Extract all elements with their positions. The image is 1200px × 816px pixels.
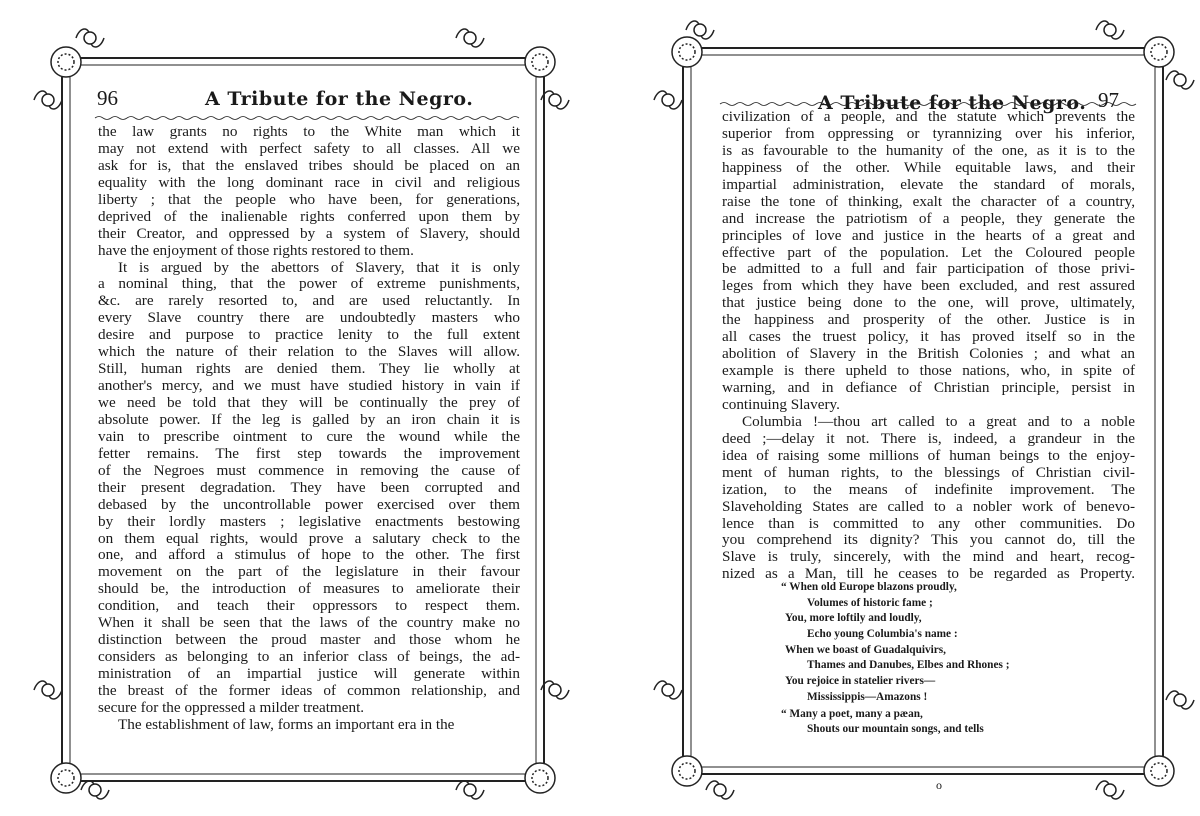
text-line: principles of love and justice in the hearts of a great and — [722, 226, 1135, 244]
text-line: liberty ; that the people who have been, for generations, — [98, 190, 520, 208]
right-page-body — [722, 109, 1135, 583]
text-line: idea of raising some millions of human beings to the enjoy- — [722, 446, 1135, 464]
page-number-right: 97 — [1098, 88, 1119, 112]
page-number-left: 96 — [97, 86, 118, 110]
poem-line: Echo young Columbia's name : — [807, 628, 958, 641]
text-line: be admitted to a full and fair participation of those privi- — [722, 260, 1135, 278]
text-line: Columbia !—thou art called to a great and to a noble — [742, 412, 1135, 430]
text-line: debased by the uncontrollable power exercised over them — [98, 495, 520, 513]
text-line: by their lordly masters ; legislative enactments bestowing — [98, 512, 520, 530]
text-line: of the Negroes must commence in removing the cause of — [98, 461, 520, 479]
text-line: is as favourable to the humanity of the one, as it is to the — [722, 141, 1135, 159]
text-line: Still, human rights are denied them. They lie wholly at — [98, 360, 520, 378]
text-line: that justice being done to the one, will prove, ultimately, — [722, 294, 1135, 312]
text-line: fetter remains. The first step towards the improvement — [98, 444, 520, 462]
text-line: ment of human rights, to the blessings of Christian civil- — [722, 463, 1135, 481]
text-line: ization, to the means of indefinite improvement. The — [722, 480, 1135, 498]
text-line: Slaveholding States are called to a nobler work of benevo- — [722, 497, 1135, 515]
text-line: civilization of a people, and the statute which prevents the — [722, 108, 1135, 125]
text-line: superior from oppressing or tyrannizing over his inferior, — [722, 124, 1135, 142]
text-line: another's mercy, and we must have studied history in vain if — [98, 377, 520, 395]
text-line: their present degradation. They have been corrupted and — [98, 478, 520, 496]
text-line: lence than is committed to any other communities. Do — [722, 514, 1135, 532]
text-line: effective part of the population. Let the Coloured people — [722, 243, 1135, 261]
text-line: every Slave country there are undoubtedly masters who — [98, 309, 520, 327]
text-line: When it shall be seen that the laws of the country make no — [98, 614, 520, 632]
text-line: ask for is, that the enslaved tribes should be placed on an — [98, 156, 520, 174]
text-line: The establishment of law, forms an important era in the — [118, 715, 455, 733]
text-line: warning, and in defiance of Christian principle, persist in — [722, 379, 1135, 396]
text-line: Slave is truly, sincerely, with the mind and heart, recog- — [722, 548, 1135, 566]
text-line: you comprehend its dignity? This you cannot do, till the — [722, 531, 1135, 549]
poem-line: Volumes of historic fame ; — [807, 596, 933, 609]
text-line: which the nature of their relation to the Slaves will allow. — [98, 343, 520, 361]
text-line: their Creator, and oppressed by a system of Slavery, should — [98, 224, 520, 242]
text-line: have the enjoyment of those rights restored to them. — [98, 241, 414, 259]
poem-line: Shouts our mountain songs, and tells — [807, 723, 984, 736]
text-line: may not extend with perfect safety to all classes. All we — [98, 139, 520, 157]
text-line: absolute power. If the leg is galled by an iron chain it is — [98, 410, 520, 428]
poem-line: You, more loftily and loudly, — [785, 612, 922, 625]
text-line: equality with the long dominant race in civil and religious — [98, 173, 520, 191]
text-line: the law grants no rights to the White man which it — [98, 123, 520, 140]
text-line: desire and purpose to practice lenity to the full extent — [98, 326, 520, 344]
text-line: raise the tone of thinking, exalt the character of a country, — [722, 192, 1135, 210]
running-title-left: A Tribute for the Negro. — [205, 88, 474, 110]
text-line: leges from which they have been excluded, and rest assured — [722, 277, 1135, 295]
text-line: on them equal rights, would prove a salutary check to the — [98, 529, 520, 547]
running-title-right: A Tribute for the Negro. — [818, 92, 1087, 114]
poem-line: When we boast of Guadalquivirs, — [785, 643, 947, 656]
text-line: condition, and teach their oppressors to respect them. — [98, 597, 520, 615]
poem-line: Thames and Danubes, Elbes and Rhones ; — [807, 659, 1010, 672]
poem-line: “ When old Europe blazons proudly, — [781, 581, 957, 593]
text-line: a nominal thing, that the power of extreme punishments, — [98, 275, 520, 293]
poem-quotation — [781, 580, 1010, 738]
text-line: and increase the patriotism of a people, they generate the — [722, 209, 1135, 227]
text-line: secure for the oppressed a milder treatment. — [98, 698, 365, 716]
text-line: should be, the introduction of measures to ameliorate their — [98, 580, 520, 598]
text-line: impartial administration, elevate the standard of morals, — [722, 175, 1135, 193]
text-line: the breast of the former ideas of common relationship, and — [98, 681, 520, 699]
text-line: distinction between the proud master and those whom he — [98, 631, 520, 649]
text-line: we need be told that they will be continually the prey of — [98, 394, 520, 411]
text-line: example is there upheld to those nations, who, in spite of — [722, 362, 1135, 380]
text-line: continuing Slavery. — [722, 395, 840, 413]
text-line: all cases the truest policy, it has proved itself so in the — [722, 328, 1135, 346]
text-line: nized as a Man, till he ceases to be regarded as Property. — [722, 565, 1135, 583]
text-line: It is argued by the abettors of Slavery, that it is only — [118, 258, 520, 276]
text-line: &c. are rarely resorted to, and are used reluctantly. In — [98, 292, 520, 310]
text-line: abolition of Slavery in the British Colonies ; and what an — [722, 345, 1135, 363]
text-line: deprived of the inalienable rights conferred upon them by — [98, 207, 520, 225]
text-line: deed ;—delay it not. There is, indeed, a grandeur in the — [722, 429, 1135, 447]
text-line: one, and afford a stimulus of hope to the other. The first — [98, 546, 520, 564]
text-line: the happiness and prosperity of the other. Justice is in — [722, 311, 1135, 329]
text-line: vain to prescribe ointment to cure the wound while the — [98, 427, 520, 445]
signature-mark: o — [936, 778, 942, 792]
poem-line: You rejoice in statelier rivers— — [785, 675, 936, 688]
text-line: ministration of an impartial justice will generate within — [98, 665, 520, 682]
left-page-body — [98, 124, 520, 734]
text-line: happiness of the other. While equitable laws, and their — [722, 158, 1135, 176]
poem-line: “ Many a poet, many a pæan, — [781, 707, 923, 720]
poem-line: Mississippis—Amazons ! — [807, 690, 928, 703]
text-line: considers as belonging to an inferior class of beings, the ad- — [98, 648, 520, 666]
text-line: movement on the part of the legislature in their favour — [98, 563, 520, 581]
